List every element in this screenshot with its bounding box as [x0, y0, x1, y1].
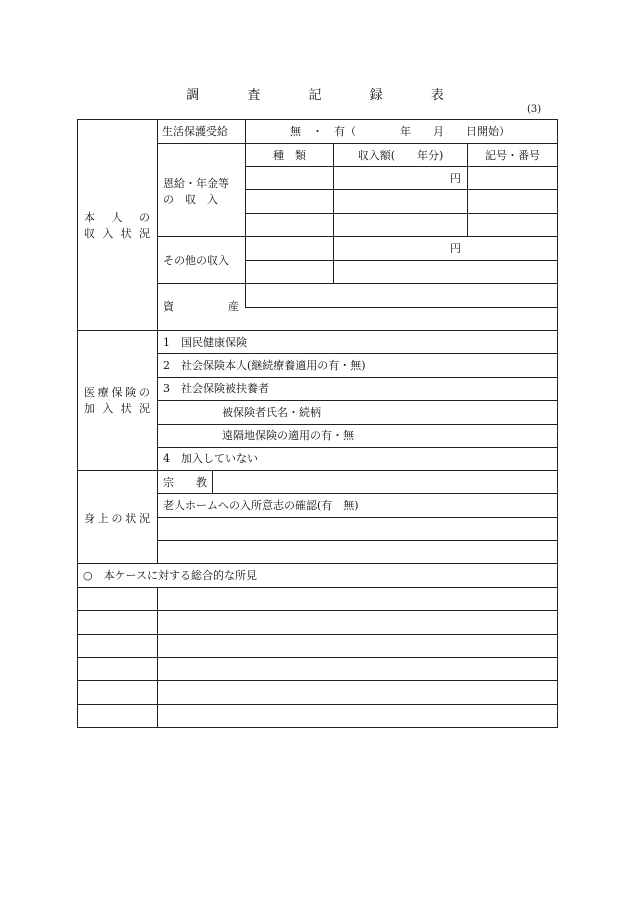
religion-label: 宗 教 — [163, 476, 207, 489]
insurance-label-line1: 医療保険の — [84, 386, 150, 399]
row-line — [77, 704, 557, 705]
welfare-status: 無 ・ 有（ 年 月 日開始） — [290, 125, 510, 138]
insurance-item-employee: 2 社会保険本人(継続療養適用の有・無) — [163, 359, 366, 372]
pension-label-line2: の 収 入 — [163, 193, 218, 206]
row-line — [157, 143, 557, 144]
insurance-remote-area: 遠隔地保険の適用の有・無 — [222, 429, 354, 442]
column-line — [245, 119, 246, 143]
row-line — [77, 657, 557, 658]
section-divider — [77, 330, 557, 331]
column-line — [212, 470, 213, 493]
other-income-yen: 円 — [450, 242, 461, 255]
border-right — [557, 119, 558, 727]
row-line — [157, 353, 557, 354]
insurance-insured-name: 被保険者氏名・続柄 — [222, 406, 321, 419]
row-line — [157, 283, 557, 284]
section-divider — [77, 563, 557, 564]
personal-section-label: 身上の状況 — [84, 512, 150, 525]
insurance-label-line2: 加入状況 — [84, 402, 150, 415]
column-line — [157, 587, 158, 727]
border-left — [77, 119, 78, 727]
column-line — [245, 143, 246, 307]
header-code: 記号・番号 — [485, 149, 540, 162]
section-divider — [77, 470, 557, 471]
insurance-item-dependent: 3 社会保険被扶養者 — [163, 382, 269, 395]
row-line — [157, 517, 557, 518]
row-line — [157, 540, 557, 541]
pension-label-line1: 恩給・年金等 — [163, 177, 229, 190]
row-line — [157, 447, 557, 448]
nursing-home-intent: 老人ホームへの入所意志の確認(有 無) — [163, 499, 359, 512]
row-line — [245, 260, 557, 261]
border-bottom — [77, 727, 558, 728]
pension-yen: 円 — [450, 172, 461, 185]
row-line — [77, 634, 557, 635]
welfare-label: 生活保護受給 — [162, 125, 228, 138]
overall-findings-label: ○ 本ケースに対する総合的な所見 — [83, 569, 258, 582]
other-income-label: その他の収入 — [163, 254, 229, 267]
column-line — [333, 143, 334, 284]
row-line — [157, 493, 557, 494]
row-line — [245, 307, 557, 308]
border-top — [77, 119, 557, 120]
page-number: (3) — [527, 104, 542, 115]
row-line — [245, 166, 557, 167]
row-line — [245, 189, 557, 190]
income-label-line2: 収入状況 — [84, 227, 150, 240]
row-line — [245, 213, 557, 214]
income-label-line1: 本 人 の — [84, 211, 150, 224]
row-line — [157, 400, 557, 401]
header-type: 種 類 — [273, 149, 306, 162]
row-line — [157, 377, 557, 378]
insurance-item-none: 4 加入していない — [163, 452, 258, 465]
row-line — [157, 236, 557, 237]
header-amount: 収入額( 年分) — [357, 149, 444, 162]
row-line — [157, 424, 557, 425]
page-title: 調 査 記 録 表 — [186, 88, 466, 103]
row-line — [77, 587, 557, 588]
assets-label: 資 産 — [163, 300, 239, 313]
row-line — [77, 610, 557, 611]
row-line — [77, 680, 557, 681]
column-line — [157, 119, 158, 563]
insurance-item-national: 1 国民健康保険 — [163, 336, 247, 349]
